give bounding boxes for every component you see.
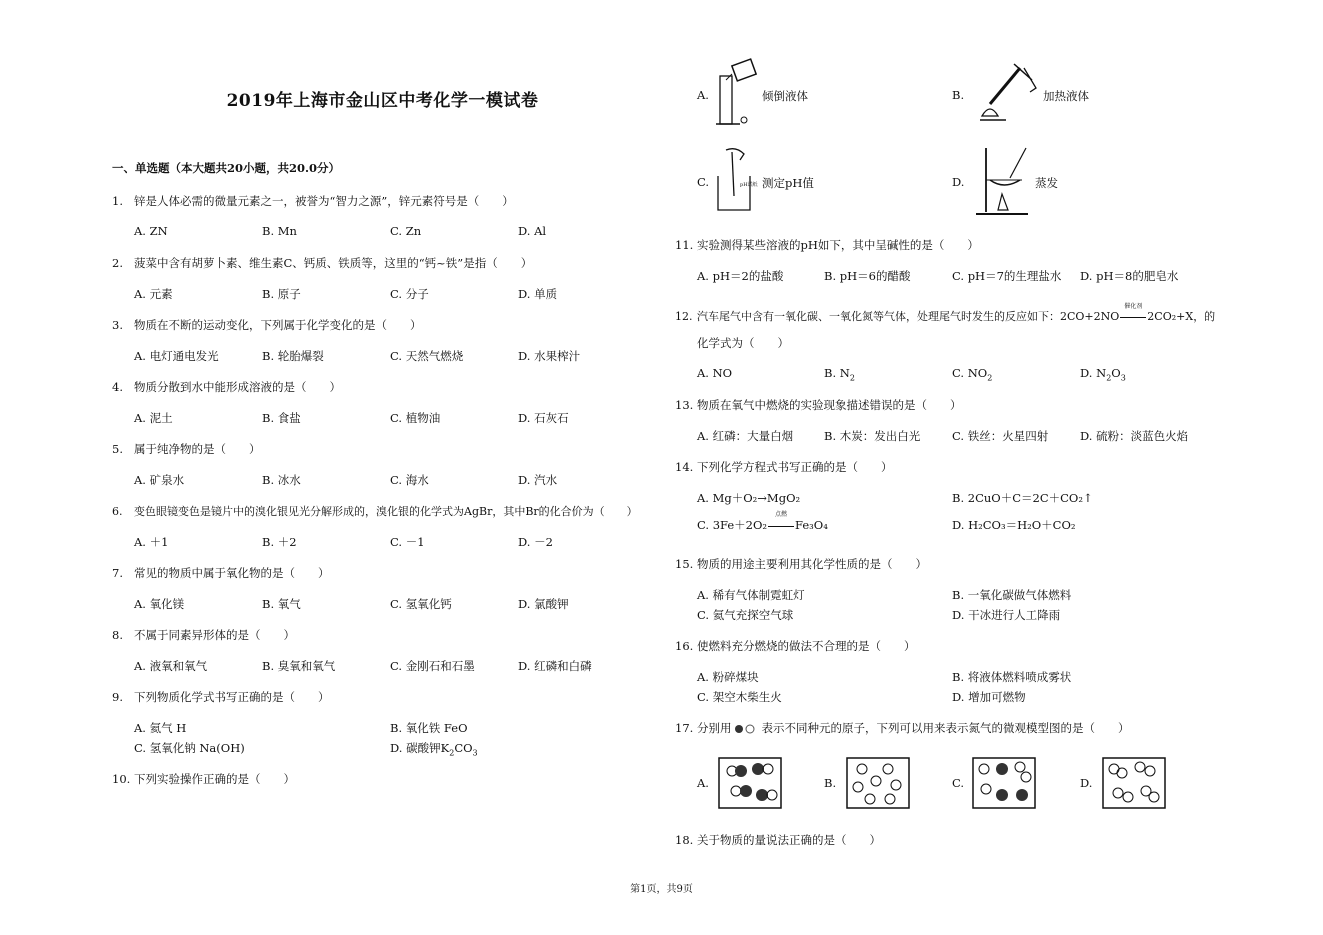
molecule-model-a	[718, 757, 782, 809]
q7-option-b[interactable]: B. 氧气	[262, 597, 301, 611]
q13-option-d[interactable]: D. 硫粉：淡蓝色火焰	[1080, 429, 1189, 443]
ignite-arrow: 点燃	[767, 518, 795, 532]
q12-option-a[interactable]: A. NO	[697, 366, 733, 380]
q11-option-c[interactable]: C. pH＝7的生理盐水	[952, 269, 1062, 283]
section-heading: 一、单选题（本大题共20小题，共20.0分）	[112, 161, 341, 175]
atom-legend-icon	[734, 724, 760, 734]
question-8: 8. 不属于同素异形体的是（ ）	[112, 628, 295, 642]
question-1: 1. 锌是人体必需的微量元素之一，被誉为“智力之源”，锌元素符号是（ ）	[112, 194, 514, 208]
page-title: 2019年上海市金山区中考化学一模试卷	[226, 91, 539, 111]
q9-option-d[interactable]: D. 碳酸钾$K_2CO_3$	[390, 741, 478, 758]
evaporate-icon	[972, 144, 1034, 218]
q8-option-c[interactable]: C. 金刚石和石墨	[390, 659, 475, 673]
q2-option-a[interactable]: A. 元素	[134, 287, 173, 301]
q13-option-a[interactable]: A. 红磷：大量白烟	[697, 429, 794, 443]
question-10: 10. 下列实验操作正确的是（ ）	[112, 772, 295, 786]
q8-option-b[interactable]: B. 臭氧和氧气	[262, 659, 336, 673]
molecule-model-c	[972, 757, 1036, 809]
q1-option-a[interactable]: A. ZN	[134, 224, 168, 238]
q2-option-c[interactable]: C. 分子	[390, 287, 429, 301]
q10-label-b: 加热液体	[1043, 89, 1089, 103]
q12-option-d[interactable]: D. $N_2O_3$	[1080, 366, 1126, 383]
q11-option-a[interactable]: A. pH＝2的盐酸	[697, 269, 784, 283]
heat-liquid-icon	[970, 58, 1040, 126]
q17-option-c[interactable]: C.	[952, 776, 965, 790]
q10-option-b[interactable]: B.	[952, 88, 965, 102]
q13-option-c[interactable]: C. 铁丝：火星四射	[952, 429, 1049, 443]
pour-liquid-icon	[712, 56, 762, 126]
q16-option-d[interactable]: D. 增加可燃物	[952, 690, 1026, 704]
ph-paper-label: pH试纸	[740, 182, 758, 188]
q17-option-a[interactable]: A.	[697, 776, 709, 790]
q17-option-d[interactable]: D.	[1080, 776, 1093, 790]
q7-option-d[interactable]: D. 氯酸钾	[518, 597, 569, 611]
q1-option-b[interactable]: B. Mn	[262, 224, 297, 238]
question-17: 17. 分别用 表示不同种元的原子，下列可以用来表示氮气的微观模型图的是（ ）	[675, 721, 1130, 735]
q10-option-d[interactable]: D.	[952, 175, 965, 189]
q15-option-b[interactable]: B. 一氧化碳做气体燃料	[952, 588, 1072, 602]
q11-option-d[interactable]: D. pH＝8的肥皂水	[1080, 269, 1179, 283]
question-5: 5. 属于纯净物的是（ ）	[112, 442, 261, 456]
q14-option-c[interactable]: C. 3Fe＋2O₂ 点燃 Fe₃O₄	[697, 511, 828, 532]
q9-option-b[interactable]: B. 氧化铁 FeO	[390, 721, 468, 735]
question-3: 3. 物质在不断的运动变化，下列属于化学变化的是（ ）	[112, 318, 422, 332]
q4-option-d[interactable]: D. 石灰石	[518, 411, 569, 425]
q6-option-d[interactable]: D. －2	[518, 535, 553, 549]
question-12: 12. 汽车尾气中含有一氧化碳、一氧化氮等气体，处理尾气时发生的反应如下：2CO+2NO 催化剂 2CO₂+X，的	[675, 303, 1216, 323]
q5-option-c[interactable]: C. 海水	[390, 473, 429, 487]
q15-option-a[interactable]: A. 稀有气体制霓虹灯	[697, 588, 805, 602]
q11-option-b[interactable]: B. pH＝6的醋酸	[824, 269, 911, 283]
question-2: 2. 菠菜中含有胡萝卜素、维生素C、钙质、铁质等，这里的“钙~铁”是指（ ）	[112, 256, 533, 270]
q6-option-c[interactable]: C. －1	[390, 535, 425, 549]
q9-option-a[interactable]: A. 氦气 H	[134, 721, 187, 735]
q16-option-a[interactable]: A. 粉碎煤块	[697, 670, 759, 684]
q3-option-b[interactable]: B. 轮胎爆裂	[262, 349, 324, 363]
question-16: 16. 使燃料充分燃烧的做法不合理的是（ ）	[675, 639, 916, 653]
q16-option-b[interactable]: B. 将液体燃料喷成雾状	[952, 670, 1072, 684]
question-13: 13. 物质在氧气中燃烧的实验现象描述错误的是（ ）	[675, 398, 962, 412]
q2-option-b[interactable]: B. 原子	[262, 287, 301, 301]
catalyst-arrow: 催化剂	[1119, 310, 1147, 323]
question-7: 7. 常见的物质中属于氧化物的是（ ）	[112, 566, 330, 580]
question-12-cont: 化学式为（ ）	[697, 336, 789, 350]
q12-option-b[interactable]: B. $N_2$	[824, 366, 855, 383]
question-9: 9. 下列物质化学式书写正确的是（ ）	[112, 690, 330, 704]
q10-label-c: 测定pH值	[762, 176, 814, 190]
question-14: 14. 下列化学方程式书写正确的是（ ）	[675, 460, 893, 474]
q3-option-c[interactable]: C. 天然气燃烧	[390, 349, 464, 363]
q6-option-b[interactable]: B. ＋2	[262, 535, 297, 549]
q6-option-a[interactable]: A. ＋1	[134, 535, 169, 549]
q17-option-b[interactable]: B.	[824, 776, 837, 790]
q1-option-d[interactable]: D. Al	[518, 224, 547, 238]
q5-option-b[interactable]: B. 冰水	[262, 473, 301, 487]
q14-option-a[interactable]: A. Mg＋O₂→MgO₂	[697, 491, 801, 505]
q14-option-d[interactable]: D. H₂CO₃＝H₂O＋CO₂	[952, 518, 1076, 532]
q2-option-d[interactable]: D. 单质	[518, 287, 558, 301]
question-6: 6. 变色眼镜变色是镜片中的溴化银见光分解形成的，溴化银的化学式为AgBr，其中Br的化合价为（ ）	[112, 505, 638, 518]
q4-option-a[interactable]: A. 泥土	[134, 411, 173, 425]
q10-label-a: 倾倒液体	[762, 89, 808, 103]
page-footer: 第1页，共9页	[630, 884, 693, 895]
q8-option-d[interactable]: D. 红磷和白磷	[518, 659, 592, 673]
question-15: 15. 物质的用途主要利用其化学性质的是（ ）	[675, 557, 927, 571]
q5-option-d[interactable]: D. 汽水	[518, 473, 558, 487]
q4-option-c[interactable]: C. 植物油	[390, 411, 441, 425]
q10-option-a[interactable]: A.	[697, 88, 709, 102]
q5-option-a[interactable]: A. 矿泉水	[134, 473, 185, 487]
q3-option-d[interactable]: D. 水果榨汁	[518, 349, 581, 363]
question-4: 4. 物质分散到水中能形成溶液的是（ ）	[112, 380, 341, 394]
q16-option-c[interactable]: C. 架空木柴生火	[697, 690, 782, 704]
q7-option-c[interactable]: C. 氢氧化钙	[390, 597, 452, 611]
q8-option-a[interactable]: A. 液氧和氧气	[134, 659, 208, 673]
q7-option-a[interactable]: A. 氧化镁	[134, 597, 185, 611]
q15-option-d[interactable]: D. 干冰进行人工降雨	[952, 608, 1061, 622]
q14-option-b[interactable]: B. 2CuO＋C＝2C＋CO₂↑	[952, 491, 1093, 505]
q4-option-b[interactable]: B. 食盐	[262, 411, 301, 425]
q13-option-b[interactable]: B. 木炭：发出白光	[824, 429, 921, 443]
question-11: 11. 实验测得某些溶液的pH如下，其中呈碱性的是（ ）	[675, 238, 979, 252]
question-18: 18. 关于物质的量说法正确的是（ ）	[675, 833, 881, 847]
measure-ph-icon	[712, 146, 764, 216]
q3-option-a[interactable]: A. 电灯通电发光	[134, 349, 219, 363]
molecule-model-b	[846, 757, 910, 809]
q1-option-c[interactable]: C. Zn	[390, 224, 422, 238]
q10-option-c[interactable]: C.	[697, 175, 710, 189]
q12-option-c[interactable]: C. $NO_2$	[952, 366, 993, 383]
q9-option-c[interactable]: C. 氢氧化钠 Na(OH)	[134, 741, 245, 755]
q10-label-d: 蒸发	[1035, 176, 1058, 190]
molecule-model-d	[1102, 757, 1166, 809]
q15-option-c[interactable]: C. 氦气充探空气球	[697, 608, 794, 622]
